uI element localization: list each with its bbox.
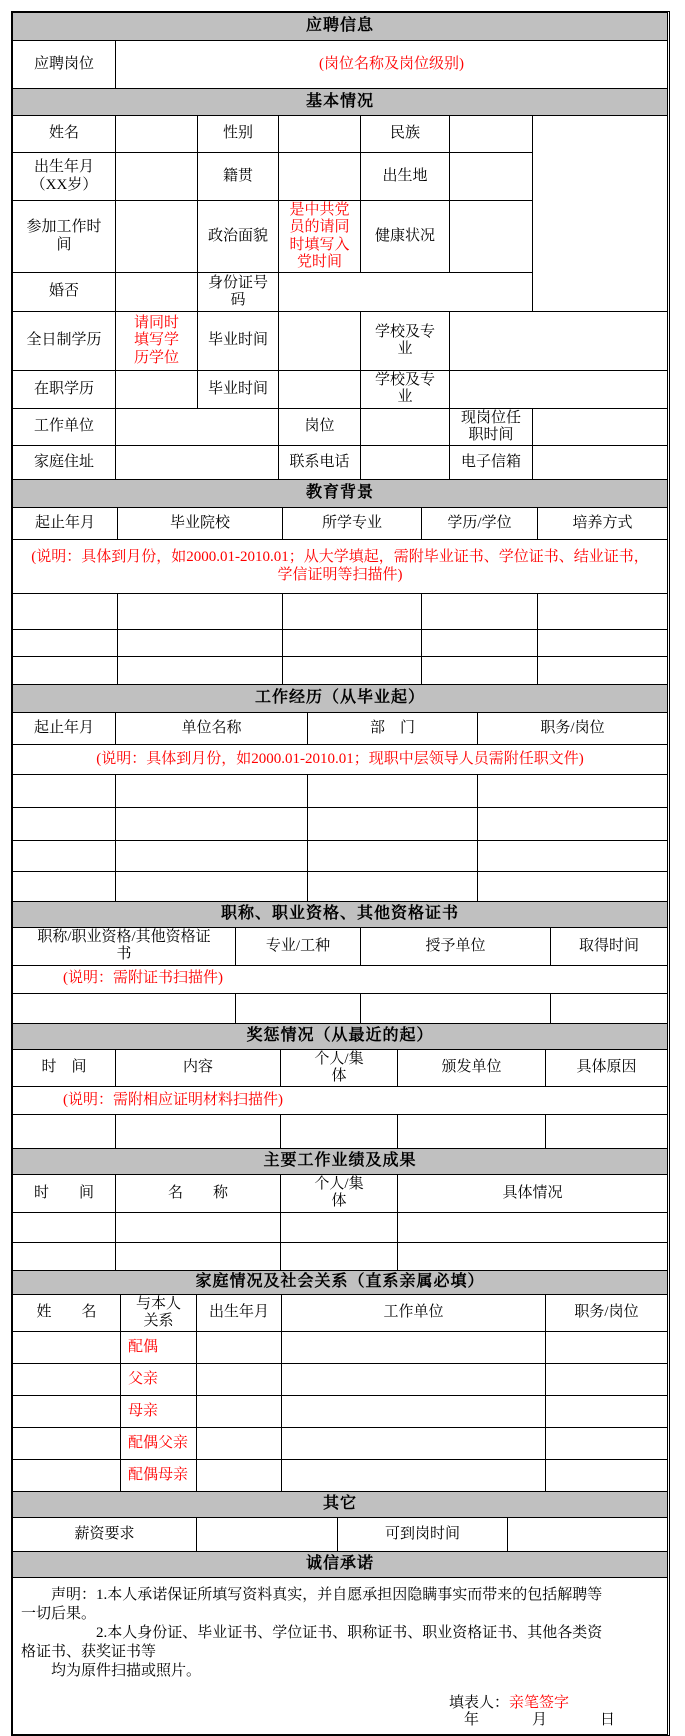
section-title-education: 教育背景 [13,480,668,508]
availability-value-cell[interactable] [508,1518,668,1552]
family-name-cell[interactable] [13,1428,121,1460]
edu-col-mode: 培养方式 [538,508,668,540]
onjob-edu-value-cell[interactable] [116,371,198,409]
family-col-position: 职务/岗位 [546,1294,668,1332]
award-col-type: 个人/集体 [281,1049,398,1087]
work-row-cell[interactable] [13,775,116,808]
edu-col-period: 起止年月 [13,508,118,540]
declaration-line: 均为原件扫描或照片。 [21,1663,202,1679]
edu-row-cell[interactable] [13,657,118,685]
family-name-cell[interactable] [13,1460,121,1492]
relation-father: 父亲 [121,1364,197,1396]
section-title-awards: 奖惩情况（从最近的起） [13,1023,668,1049]
cert-col-issuer: 授予单位 [361,928,551,966]
salary-label: 薪资要求 [13,1518,197,1552]
ach-row-cell[interactable] [398,1212,668,1242]
award-col-reason: 具体原因 [546,1049,668,1087]
edu-row-cell[interactable] [422,630,538,657]
section-other [12,1491,668,1552]
family-position-cell[interactable] [546,1428,668,1460]
cert-col-major: 专业/工种 [236,928,361,966]
ethnicity-label: 民族 [361,116,450,153]
photo-area[interactable] [533,116,668,312]
onjob-grad-time-label: 毕业时间 [198,371,279,409]
birthplace-label: 出生地 [361,153,450,201]
work-row-cell[interactable] [308,841,478,872]
declaration-line: 2.本人身份证、毕业证书、学位证书、职称证书、职业资格证书、其他各类资 [21,1625,603,1641]
address-value-cell[interactable] [116,446,279,480]
family-col-name: 姓 名 [13,1294,121,1332]
edu-row-cell[interactable] [422,594,538,630]
ach-row-cell[interactable] [13,1212,116,1242]
cert-row-cell[interactable] [361,993,551,1023]
section-title-apply: 应聘信息 [13,13,668,41]
id-number-label: 身份证号码 [198,273,279,312]
declaration-line: 声明：1.本人承诺保证所填写资料真实，并自愿承担因隐瞒事实而带来的包括解聘等 [21,1587,603,1603]
section-apply-info [12,12,668,89]
cert-col-date: 取得时间 [551,928,668,966]
edu-row-cell[interactable] [118,657,283,685]
section-title-family: 家庭情况及社会关系（直系亲属必填） [13,1270,668,1294]
cert-row-cell[interactable] [551,993,668,1023]
ethnicity-value-cell[interactable] [450,116,533,153]
work-note: (说明：具体到月份，如2000.01-2010.01；现职中层领导人员需附任职文件) [13,745,668,775]
work-row-cell[interactable] [478,841,668,872]
family-birth-cell[interactable] [197,1428,282,1460]
post-label: 岗位 [279,408,361,446]
onjob-grad-time-value-cell[interactable] [279,371,361,409]
edu-row-cell[interactable] [283,630,422,657]
award-col-content: 内容 [116,1049,281,1087]
grad-time-label: 毕业时间 [198,312,279,371]
certificates-note: (说明：需附证书扫描件) [13,965,668,993]
edu-row-cell[interactable] [538,594,668,630]
section-integrity [12,1551,668,1735]
edu-row-cell[interactable] [118,594,283,630]
work-row-cell[interactable] [478,775,668,808]
section-education [12,479,668,685]
family-position-cell[interactable] [546,1332,668,1364]
edu-row-cell[interactable] [422,657,538,685]
employer-label: 工作单位 [13,408,116,446]
work-start-value-cell[interactable] [116,201,198,273]
family-birth-cell[interactable] [197,1396,282,1428]
education-note: (说明：具体到月份，如2000.01-2010.01；从大学填起，需附毕业证书、学位证书、结业证书，学信证明等扫描件) [13,540,668,594]
award-col-time: 时 间 [13,1049,116,1087]
onjob-school-major-value-cell[interactable] [450,371,668,409]
family-position-cell[interactable] [546,1396,668,1428]
section-achievements [12,1148,668,1271]
relation-spouse-father: 配偶父亲 [121,1428,197,1460]
post-value-cell[interactable] [361,408,450,446]
marital-label: 婚否 [13,273,116,312]
work-row-cell[interactable] [308,808,478,841]
family-name-cell[interactable] [13,1332,121,1364]
employer-value-cell[interactable] [116,408,279,446]
onjob-edu-label: 在职学历 [13,371,116,409]
family-employer-cell[interactable] [282,1364,546,1396]
edu-row-cell[interactable] [538,630,668,657]
salary-value-cell[interactable] [197,1518,338,1552]
birth-label: 出生年月（XX岁） [13,153,116,201]
ach-col-detail: 具体情况 [398,1175,668,1213]
edu-col-school: 毕业院校 [118,508,283,540]
birth-value-cell[interactable] [116,153,198,201]
fulltime-edu-label: 全日制学历 [13,312,116,371]
marital-value-cell[interactable] [116,273,198,312]
name-value-cell[interactable] [116,116,198,153]
email-label: 电子信箱 [450,446,533,480]
family-birth-cell[interactable] [197,1332,282,1364]
edu-row-cell[interactable] [283,657,422,685]
section-title-achievements: 主要工作业绩及成果 [13,1149,668,1175]
work-col-position: 职务/岗位 [478,713,668,745]
position-value-cell[interactable]: (岗位名称及岗位级别) [116,41,668,89]
gender-label: 性别 [198,116,279,153]
work-col-period: 起止年月 [13,713,116,745]
relation-spouse: 配偶 [121,1332,197,1364]
ach-row-cell[interactable] [281,1212,398,1242]
section-title-work: 工作经历（从毕业起） [13,685,668,713]
relation-mother: 母亲 [121,1396,197,1428]
political-label: 政治面貌 [198,201,279,273]
address-label: 家庭住址 [13,446,116,480]
availability-label: 可到岗时间 [338,1518,508,1552]
ach-col-type: 个人/集体 [281,1175,398,1213]
family-birth-cell[interactable] [197,1364,282,1396]
award-row-cell[interactable] [13,1115,116,1149]
award-col-issuer: 颁发单位 [398,1049,546,1087]
section-title-other: 其它 [13,1492,668,1518]
work-start-label: 参加工作时间 [13,201,116,273]
id-number-value-cell[interactable] [279,273,533,312]
date-field[interactable]: 年 月 日 [464,1712,618,1729]
political-value-cell[interactable]: 是中共党员的请同时填写入党时间 [279,201,361,273]
work-row-cell[interactable] [13,841,116,872]
award-row-cell[interactable] [398,1115,546,1149]
position-label: 应聘岗位 [13,41,116,89]
ach-row-cell[interactable] [116,1242,281,1270]
section-awards [12,1023,668,1150]
family-birth-cell[interactable] [197,1460,282,1492]
edu-col-degree: 学历/学位 [422,508,538,540]
signature-field[interactable]: 亲笔签字 [509,1695,570,1711]
work-row-cell[interactable] [478,808,668,841]
section-basic-info [12,88,668,480]
family-col-relation: 与本人关系 [121,1294,197,1332]
award-row-cell[interactable] [116,1115,281,1149]
family-col-birth: 出生年月 [197,1294,282,1332]
work-row-cell[interactable] [308,775,478,808]
signer-label: 填表人： [449,1695,510,1711]
work-row-cell[interactable] [478,872,668,902]
work-row-cell[interactable] [116,841,308,872]
edu-row-cell[interactable] [538,657,668,685]
declaration-line: 一切后果。 [21,1606,97,1622]
award-row-cell[interactable] [281,1115,398,1149]
edu-row-cell[interactable] [283,594,422,630]
current-post-time-label: 现岗位任职时间 [450,408,533,446]
section-title-certificates: 职称、职业资格、其他资格证书 [13,902,668,928]
current-post-time-value-cell[interactable] [533,408,668,446]
work-row-cell[interactable] [116,808,308,841]
work-col-department: 部 门 [308,713,478,745]
family-employer-cell[interactable] [282,1460,546,1492]
application-form [11,11,670,1736]
family-col-employer: 工作单位 [282,1294,546,1332]
gender-value-cell[interactable] [279,116,361,153]
section-family [12,1270,668,1493]
section-work-experience [12,684,668,902]
family-name-cell[interactable] [13,1364,121,1396]
work-row-cell[interactable] [13,872,116,902]
ach-row-cell[interactable] [398,1242,668,1270]
award-row-cell[interactable] [546,1115,668,1149]
section-title-basic: 基本情况 [13,89,668,116]
ach-col-time: 时 间 [13,1175,116,1213]
school-major-value-cell[interactable] [450,312,668,371]
awards-note: (说明：需附相应证明材料扫描件) [13,1087,668,1115]
family-position-cell[interactable] [546,1364,668,1396]
family-position-cell[interactable] [546,1460,668,1492]
family-employer-cell[interactable] [282,1332,546,1364]
family-employer-cell[interactable] [282,1396,546,1428]
work-row-cell[interactable] [308,872,478,902]
edu-row-cell[interactable] [13,594,118,630]
origin-value-cell[interactable] [279,153,361,201]
work-row-cell[interactable] [116,775,308,808]
ach-col-name: 名 称 [116,1175,281,1213]
relation-spouse-mother: 配偶母亲 [121,1460,197,1492]
family-employer-cell[interactable] [282,1428,546,1460]
ach-row-cell[interactable] [281,1242,398,1270]
onjob-school-major-label: 学校及专业 [361,371,450,409]
origin-label: 籍贯 [198,153,279,201]
work-row-cell[interactable] [116,872,308,902]
section-certificates [12,901,668,1024]
declaration-line: 格证书、获奖证书等 [21,1644,157,1660]
edu-row-cell[interactable] [118,630,283,657]
phone-label: 联系电话 [279,446,361,480]
ach-row-cell[interactable] [13,1242,116,1270]
email-value-cell[interactable] [533,446,668,480]
fulltime-edu-value-cell[interactable]: 请同时填写学历学位 [116,312,198,371]
integrity-declaration [13,1578,668,1735]
health-value-cell[interactable] [450,201,533,273]
birthplace-value-cell[interactable] [450,153,533,201]
cert-row-cell[interactable] [236,993,361,1023]
cert-row-cell[interactable] [13,993,236,1023]
family-name-cell[interactable] [13,1396,121,1428]
phone-value-cell[interactable] [361,446,450,480]
cert-col-name: 职称/职业资格/其他资格证书 [13,928,236,966]
school-major-label: 学校及专业 [361,312,450,371]
work-row-cell[interactable] [13,808,116,841]
edu-col-major: 所学专业 [283,508,422,540]
edu-row-cell[interactable] [13,630,118,657]
ach-row-cell[interactable] [116,1212,281,1242]
grad-time-value-cell[interactable] [279,312,361,371]
health-label: 健康状况 [361,201,450,273]
work-col-employer: 单位名称 [116,713,308,745]
name-label: 姓名 [13,116,116,153]
section-title-integrity: 诚信承诺 [13,1552,668,1578]
